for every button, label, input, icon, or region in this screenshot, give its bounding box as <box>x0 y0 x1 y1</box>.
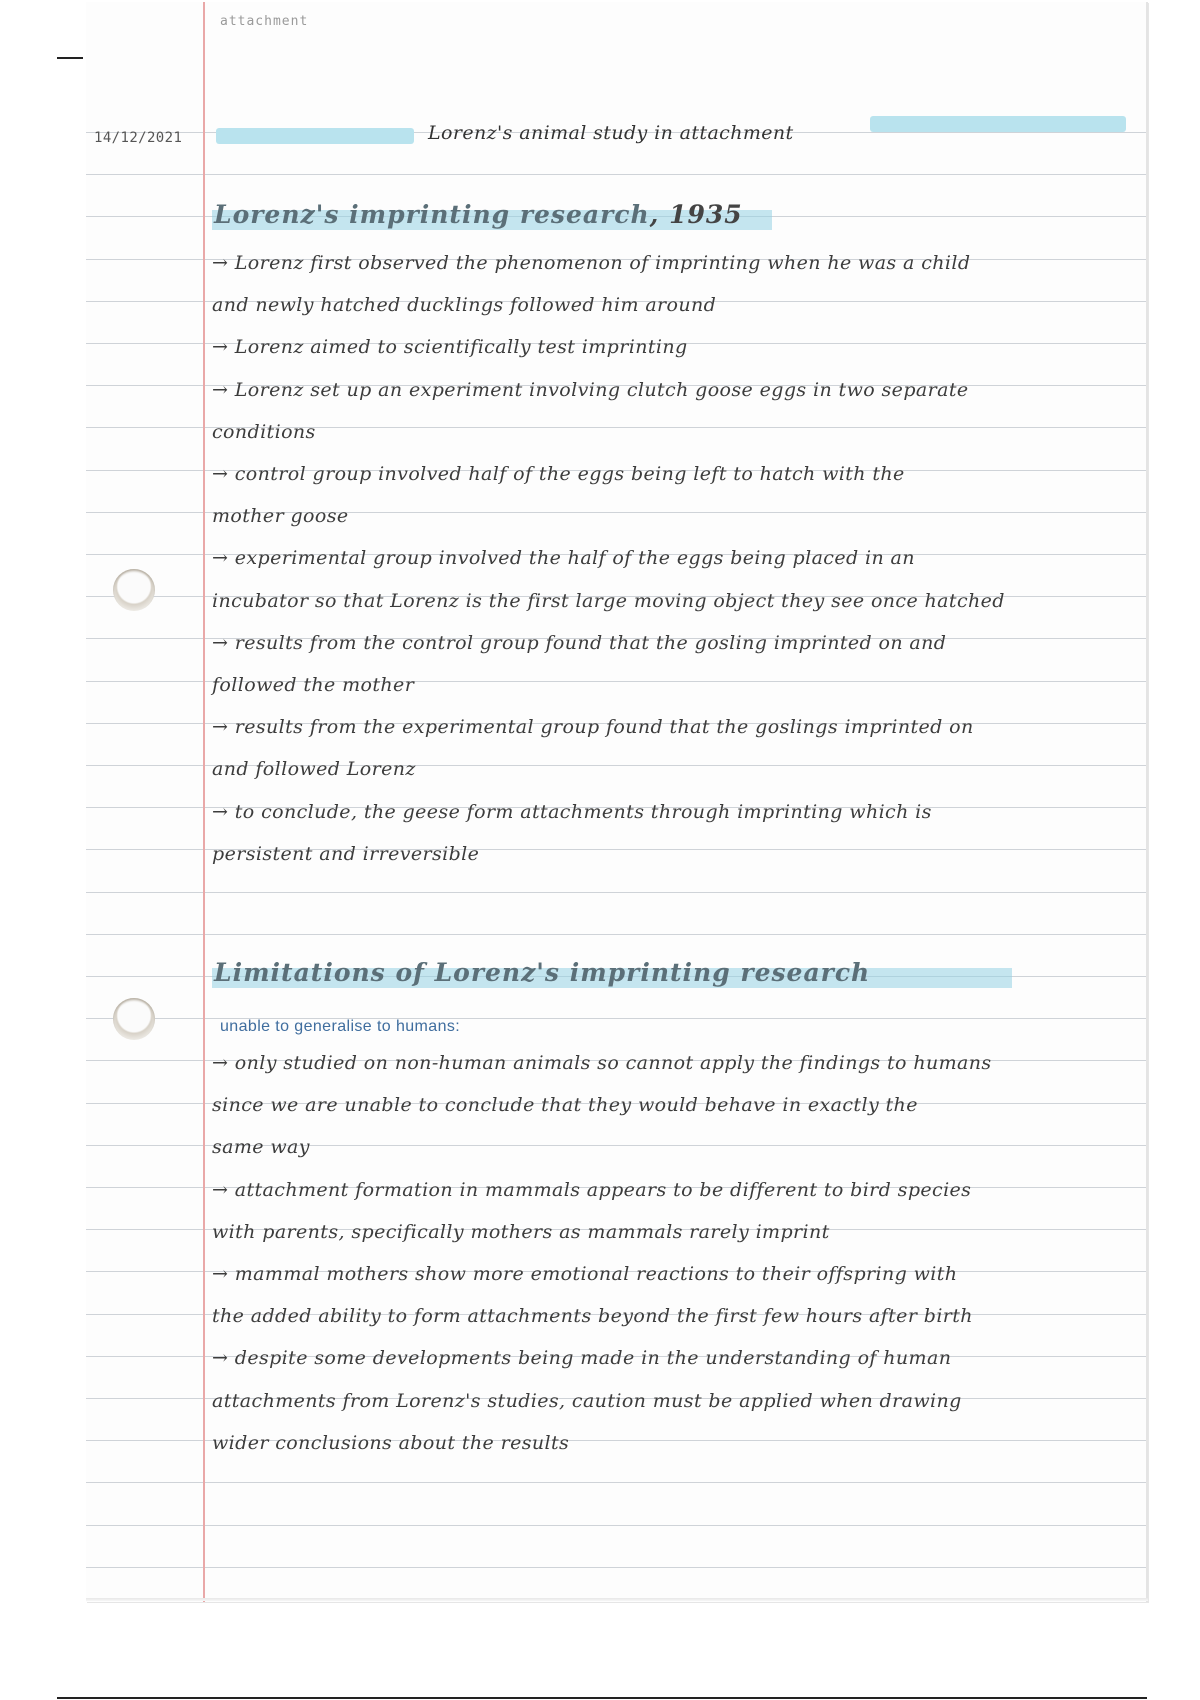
punch-hole-upper <box>113 569 155 611</box>
ruled-line <box>86 934 1146 935</box>
note-line: persistent and irreversible <box>212 843 480 865</box>
punch-hole-lower <box>113 998 155 1040</box>
ruled-line <box>86 892 1146 893</box>
note-line: → to conclude, the geese form attachments through imprinting which is <box>212 801 932 823</box>
note-line: → Lorenz set up an experiment involving clutch goose eggs in two separate <box>212 379 969 401</box>
note-line: → only studied on non-human animals so cannot apply the findings to humans <box>212 1052 992 1074</box>
note-line: and followed Lorenz <box>212 758 416 780</box>
note-line: attachments from Lorenz's studies, caution must be applied when drawing <box>212 1390 962 1412</box>
note-line: followed the mother <box>212 674 415 696</box>
note-line: and newly hatched ducklings followed him around <box>212 294 717 316</box>
note-line: → results from the experimental group found that the goslings imprinted on <box>212 716 974 738</box>
date-label: 14/12/2021 <box>94 130 183 146</box>
note-line: → Lorenz first observed the phenomenon of imprinting when he was a child <box>212 252 971 274</box>
note-line: → mammal mothers show more emotional reactions to their offspring with <box>212 1263 958 1285</box>
paper-bottom-edge <box>86 1598 1148 1601</box>
notebook-page <box>86 2 1148 1602</box>
note-line: conditions <box>212 421 316 443</box>
scan-edge-mark-top <box>57 57 83 59</box>
ruled-line <box>86 1482 1146 1483</box>
note-line: → results from the control group found that the gosling imprinted on and <box>212 632 947 654</box>
note-line: → attachment formation in mammals appears to be different to bird species <box>212 1179 972 1201</box>
scan-edge-mark-bottom <box>57 1697 1147 1699</box>
note-line: same way <box>212 1136 310 1158</box>
margin-line <box>203 2 205 1602</box>
subheading-generalise: unable to generalise to humans: <box>220 1018 461 1035</box>
note-line: → Lorenz aimed to scientifically test imprinting <box>212 336 688 358</box>
section-heading-year: , 1935 <box>649 200 743 229</box>
note-line: mother goose <box>212 505 349 527</box>
ruled-line <box>86 1525 1146 1526</box>
ruled-line <box>86 174 1146 175</box>
title-highlight-right <box>870 116 1126 132</box>
section-heading-limitations: Limitations of Lorenz's imprinting research <box>214 958 871 987</box>
note-line: with parents, specifically mothers as mammals rarely imprint <box>212 1221 830 1243</box>
note-line: wider conclusions about the results <box>212 1432 570 1454</box>
note-line: since we are unable to conclude that they would behave in exactly the <box>212 1094 918 1116</box>
ruled-line <box>86 1567 1146 1568</box>
note-line: → control group involved half of the eggs being left to hatch with the <box>212 463 905 485</box>
note-line: incubator so that Lorenz is the first large moving object they see once hatched <box>212 590 1005 612</box>
topic-label: attachment <box>220 14 309 29</box>
section-heading-title: Lorenz's imprinting research <box>214 200 650 229</box>
note-line: → despite some developments being made in the understanding of human <box>212 1347 952 1369</box>
note-line: → experimental group involved the half of the eggs being placed in an <box>212 547 915 569</box>
section-heading-imprinting <box>214 200 743 229</box>
note-line: the added ability to form attachments beyond the first few hours after birth <box>212 1305 973 1327</box>
title-highlight-left <box>216 128 414 144</box>
page-title: Lorenz's animal study in attachment <box>428 122 794 144</box>
